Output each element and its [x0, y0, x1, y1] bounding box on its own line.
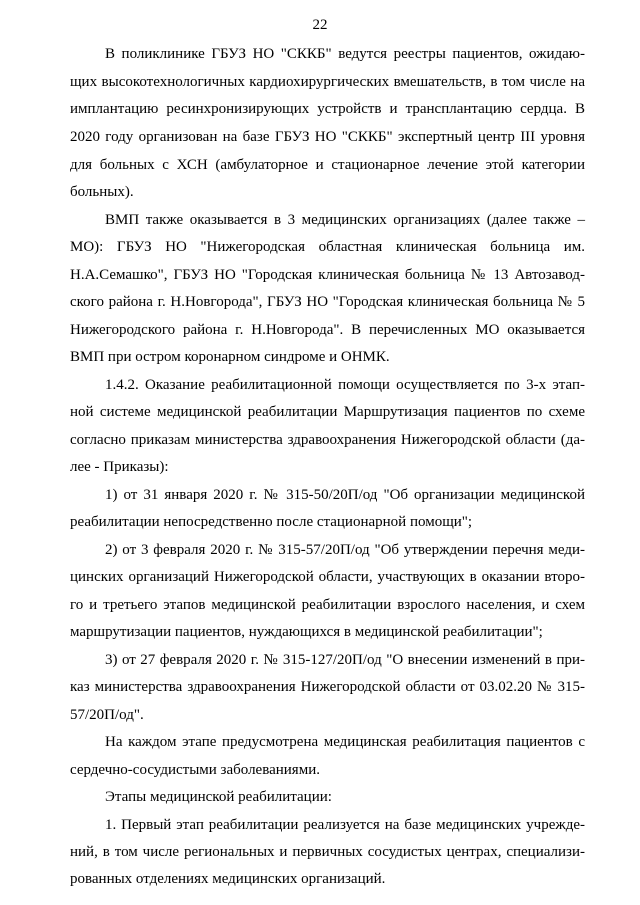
text-line: 2020 году организован на базе ГБУЗ НО "СККБ" экспертный центр III уровня — [70, 129, 585, 145]
text-line: цинских организаций Нижегородской области, участвующих в оказании второ- — [70, 569, 585, 585]
text-line: рованных отделениях медицинских организаций. — [70, 871, 386, 887]
text-line: 1. Первый этап реабилитации реализуется на базе медицинских учрежде- — [105, 817, 585, 833]
text-line: го и третьего этапов медицинской реабилитации взрослого населения, и схем — [70, 597, 585, 613]
text-line: ВМП при остром коронарном синдроме и ОНМК. — [70, 349, 390, 365]
text-line: реабилитации непосредственно после стационарной помощи"; — [70, 514, 473, 530]
text-line: ний, в том числе региональных и первичных сосудистых центрах, специализи- — [70, 844, 585, 860]
text-line: Этапы медицинской реабилитации: — [105, 789, 332, 805]
text-line: Н.А.Семашко", ГБУЗ НО "Городская клиническая больница № 13 Автозавод- — [70, 267, 585, 283]
page-number: 22 — [312, 17, 328, 33]
text-line: 3) от 27 февраля 2020 г. № 315-127/20П/од "О внесении изменений в при- — [105, 652, 585, 668]
text-line: ского района г. Н.Новгорода", ГБУЗ НО "Городская клиническая больница № 5 — [70, 294, 585, 310]
text-line: ной системе медицинской реабилитации Маршрутизация пациентов по схеме — [70, 404, 585, 420]
text-line: согласно приказам министерства здравоохранения Нижегородской области (да- — [70, 432, 585, 448]
text-line: МО): ГБУЗ НО "Нижегородская областная клиническая больница им. — [70, 239, 585, 255]
text-line: для больных с ХСН (амбулаторное и стационарное лечение этой категории — [70, 157, 585, 173]
text-line: 1.4.2. Оказание реабилитационной помощи осуществляется по 3-х этап- — [105, 377, 585, 393]
text-line: Нижегородского района г. Н.Новгорода". В перечисленных МО оказывается — [70, 322, 585, 338]
text-line: лее - Приказы): — [70, 459, 169, 475]
text-line: На каждом этапе предусмотрена медицинская реабилитация пациентов с — [105, 734, 585, 750]
text-line: 2) от 3 февраля 2020 г. № 315-57/20П/од "Об утверждении перечня меди- — [105, 542, 585, 558]
text-line: маршрутизации пациентов, нуждающихся в медицинской реабилитации"; — [70, 624, 543, 640]
text-line: 1) от 31 января 2020 г. № 315-50/20П/од "Об организации медицинской — [105, 487, 585, 503]
text-line: имплантацию ресинхронизирующих устройств и трансплантацию сердца. В — [70, 101, 585, 117]
text-line: ВМП также оказывается в 3 медицинских организациях (далее также – — [105, 212, 585, 228]
text-line: сердечно-сосудистыми заболеваниями. — [70, 762, 320, 778]
text-line: щих высокотехнологичных кардиохирургических вмешательств, в том числе на — [70, 74, 585, 90]
text-line: больных). — [70, 184, 134, 200]
text-line: В поликлинике ГБУЗ НО "СККБ" ведутся реестры пациентов, ожидаю- — [105, 46, 585, 62]
text-line: 57/20П/од". — [70, 707, 144, 723]
text-line: каз министерства здравоохранения Нижегородской области от 03.02.20 № 315- — [70, 679, 585, 695]
